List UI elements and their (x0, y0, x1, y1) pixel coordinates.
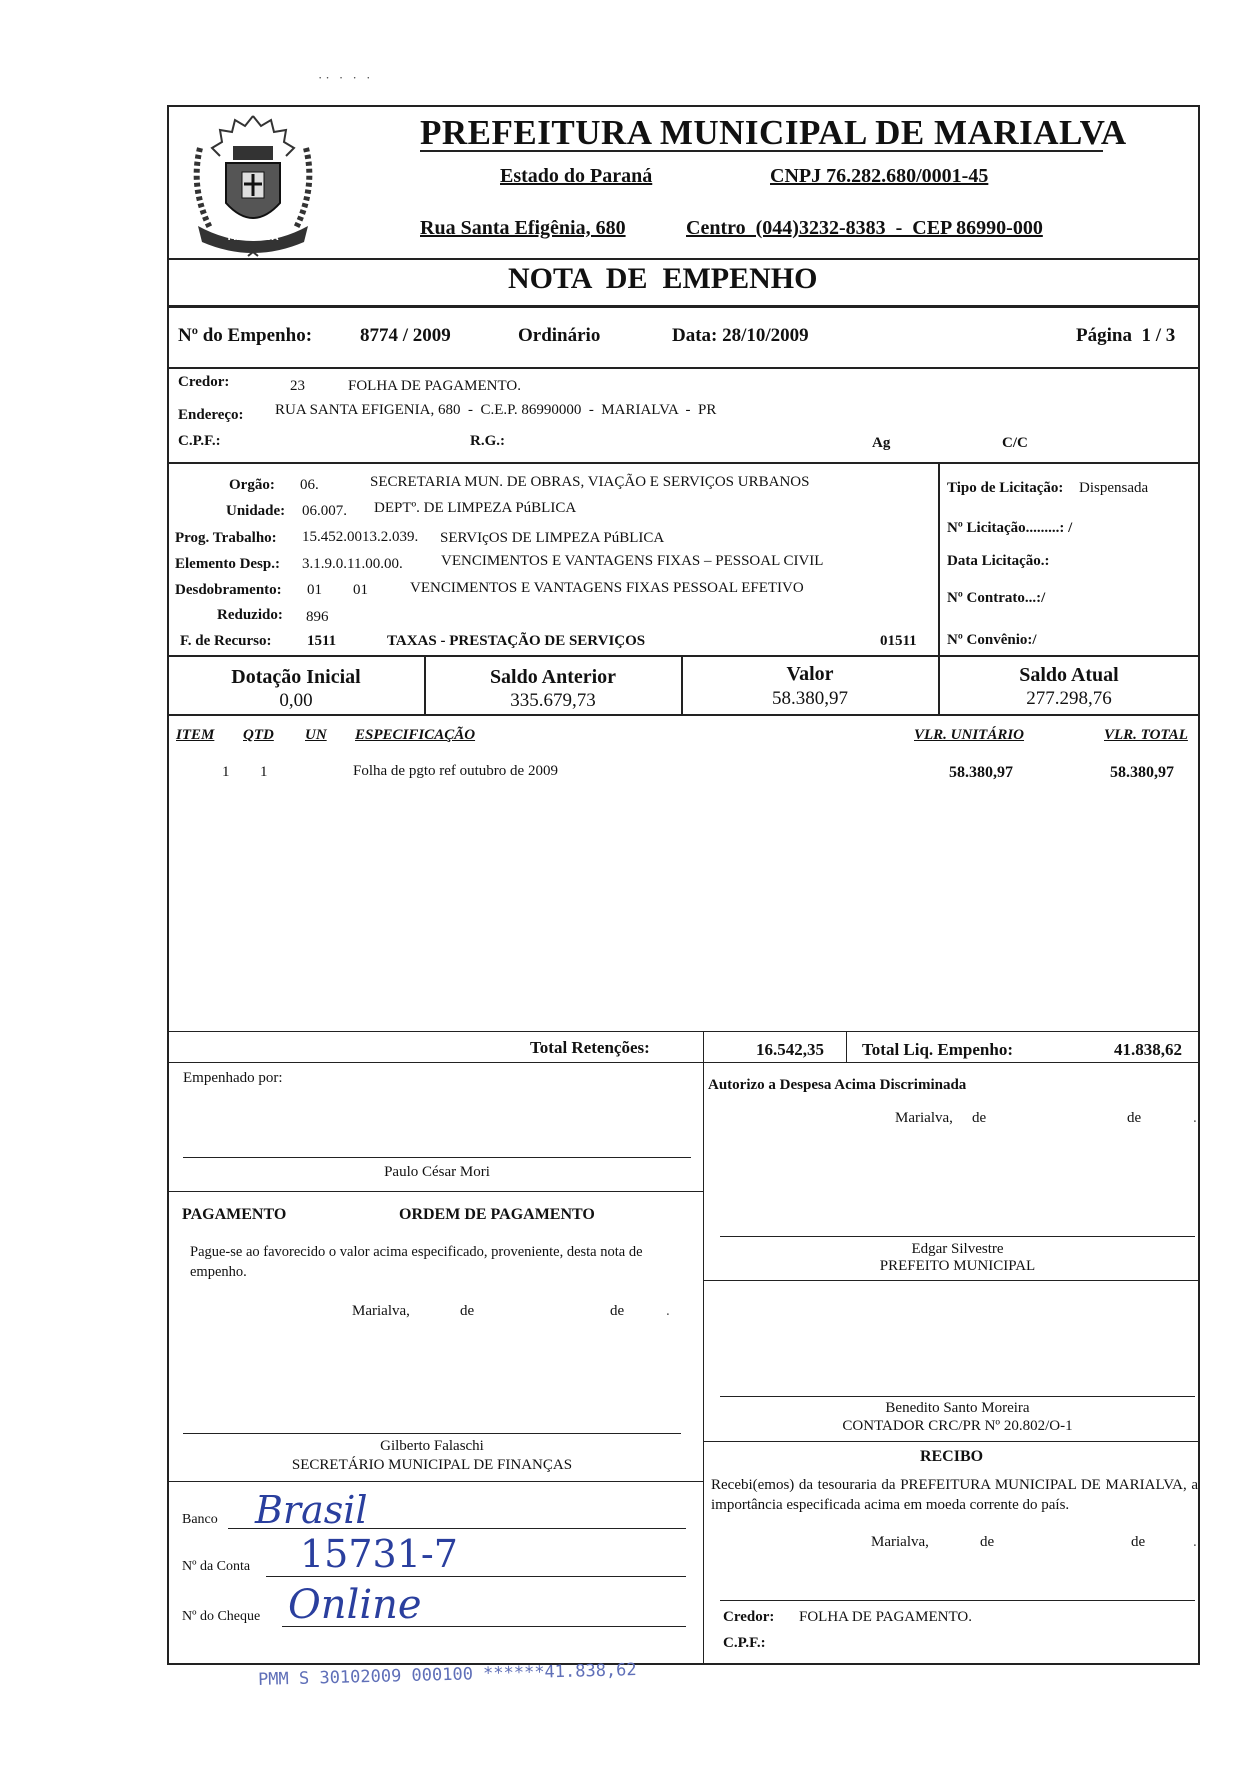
page-number: Página 1 / 3 (1076, 325, 1176, 346)
pagamento-label: PAGAMENTO (182, 1206, 287, 1223)
orgao-label: Orgão: (229, 477, 275, 493)
document-title: NOTA DE EMPENHO (508, 262, 818, 295)
rg-label: R.G.: (470, 433, 505, 449)
autorizo-de-1: de (972, 1110, 987, 1126)
autorizo-de-2: de (1127, 1110, 1142, 1126)
row-qtd: 1 (260, 764, 268, 780)
credor-label: Credor: (178, 374, 230, 390)
recibo-title: RECIBO (919, 1448, 984, 1465)
empenho-number: 8774 / 2009 (360, 325, 451, 346)
credor-code: 23 (290, 378, 305, 394)
secretario-title: SECRETÁRIO MUNICIPAL DE FINANÇAS (291, 1457, 573, 1473)
numero-contrato: Nº Contrato...:/ (947, 590, 1046, 606)
tipo-licitacao-label: Tipo de Licitação: (947, 480, 1064, 496)
cnpj-label: CNPJ 76.282.680/0001-45 (770, 165, 989, 187)
unidade-label: Unidade: (226, 503, 286, 519)
prog-code: 15.452.0013.2.039. (302, 529, 419, 545)
address-label: Centro (044)3232-8383 - CEP 86990-000 (686, 217, 1043, 239)
desdobramento-code1: 01 (307, 582, 322, 598)
elemento-label: Elemento Desp.: (175, 556, 280, 572)
unidade-name: DEPTº. DE LIMPEZA PúBLICA (374, 500, 577, 516)
row-item: 1 (222, 764, 230, 780)
recibo-text: Recebi(emos) da tesouraria da PREFEITURA MUNICIPAL DE MARIALVA, a importância especificada acima em moeda corrente do país. (711, 1477, 1198, 1513)
contador-title: CONTADOR CRC/PR Nº 20.802/O-1 (842, 1418, 1073, 1434)
ordem-de-2: de (610, 1303, 625, 1319)
orgao-name: SECRETARIA MUN. DE OBRAS, VIAÇÃO E SERVIÇOS URBANOS (370, 474, 810, 490)
saldo-atual-value: 277.298,76 (1026, 688, 1112, 709)
bank-authentication-stamp: PMM S 30102009 000100 ******41.838,62 (257, 1660, 637, 1690)
data-licitacao: Data Licitação.: (947, 553, 1050, 569)
numero-convenio: Nº Convênio:/ (947, 632, 1037, 648)
cc-label: C/C (1002, 435, 1028, 451)
saldo-anterior-label: Saldo Anterior (489, 666, 617, 688)
cpf-label: C.P.F.: (178, 433, 221, 449)
recurso-code: 1511 (307, 633, 337, 649)
ordem-marialva: Marialva, (352, 1303, 410, 1319)
dotacao-label: Dotação Inicial (231, 666, 361, 688)
scan-marks: ·· · · · (318, 70, 374, 85)
desdobramento-code2: 01 (353, 582, 368, 598)
recibo-de-2: de (1131, 1534, 1146, 1550)
recurso-name: TAXAS - PRESTAÇÃO DE SERVIÇOS (387, 633, 646, 649)
empenhado-label: Empenhado por: (183, 1070, 283, 1086)
recurso-label: F. de Recurso: (180, 633, 272, 649)
empenho-date: Data: 28/10/2009 (672, 325, 809, 346)
prefeito-title: PREFEITO MUNICIPAL (879, 1258, 1036, 1274)
orgao-code: 06. (300, 477, 319, 493)
recibo-credor-label: Credor: (723, 1609, 775, 1625)
ordem-pagamento-label: ORDEM DE PAGAMENTO (399, 1206, 595, 1223)
liquido-label: Total Liq. Empenho: (862, 1040, 1013, 1059)
col-especificacao: ESPECIFICAÇÃO (355, 727, 476, 743)
coat-of-arms-logo (178, 108, 328, 258)
elemento-name: VENCIMENTOS E VANTAGENS FIXAS – PESSOAL CIVIL (441, 553, 824, 569)
row-vlr-unitario: 58.380,97 (949, 764, 1013, 781)
col-vlr-total: VLR. TOTAL (1104, 727, 1188, 743)
ordem-de-1: de (460, 1303, 475, 1319)
prog-label: Prog. Trabalho: (175, 530, 277, 546)
retencoes-value: 16.542,35 (756, 1040, 824, 1059)
street-label: Rua Santa Efigênia, 680 (420, 217, 626, 239)
desdobramento-label: Desdobramento: (175, 582, 282, 598)
prog-name: SERVIçOS DE LIMPEZA PúBLICA (440, 530, 665, 546)
elemento-code: 3.1.9.0.11.00.00. (302, 556, 403, 572)
col-item: ITEM (176, 727, 215, 743)
pague-text: Pague-se ao favorecido o valor acima especificado, proveniente, desta nota de empenho. (190, 1244, 643, 1280)
reduzido-label: Reduzido: (217, 607, 283, 623)
saldo-atual-label: Saldo Atual (1019, 664, 1119, 686)
recibo-marialva: Marialva, (871, 1534, 929, 1550)
tipo-licitacao-value: Dispensada (1079, 480, 1149, 496)
numero-licitacao: Nº Licitação.........: / (947, 520, 1073, 536)
cheque-handwritten: Online (288, 1582, 422, 1628)
contador-name: Benedito Santo Moreira (885, 1400, 1030, 1416)
valor-label: Valor (786, 663, 834, 685)
empenho-label: Nº do Empenho: (178, 325, 313, 346)
row-especificacao: Folha de pgto ref outubro de 2009 (353, 763, 558, 779)
conta-handwritten: 15731-7 (300, 1532, 458, 1576)
cheque-label: Nº do Cheque (182, 1609, 261, 1624)
ag-label: Ag (872, 435, 891, 451)
col-un: UN (305, 727, 327, 743)
prefeitura-title: PREFEITURA MUNICIPAL DE MARIALVA (420, 113, 1127, 152)
unidade-code: 06.007. (302, 503, 347, 519)
valor-value: 58.380,97 (772, 688, 848, 709)
row-vlr-total: 58.380,97 (1110, 764, 1174, 781)
autorizo-marialva: Marialva, (895, 1110, 953, 1126)
recibo-de-1: de (980, 1534, 995, 1550)
recibo-credor-value: FOLHA DE PAGAMENTO. (799, 1609, 972, 1625)
credor-name: FOLHA DE PAGAMENTO. (348, 378, 521, 394)
recibo-cpf-label: C.P.F.: (723, 1635, 766, 1651)
empenho-type: Ordinário (518, 325, 601, 346)
banco-handwritten: Brasil (255, 1488, 368, 1532)
retencoes-label: Total Retenções: (530, 1038, 650, 1057)
col-vlr-unitario: VLR. UNITÁRIO (914, 727, 1025, 743)
state-label: Estado do Paraná (500, 165, 653, 187)
dotacao-value: 0,00 (279, 690, 313, 711)
recurso-code2: 01511 (880, 633, 917, 649)
endereco-label: Endereço: (178, 407, 244, 423)
svg-text:MARIALVA: MARIALVA (227, 233, 279, 243)
secretario-name: Gilberto Falaschi (380, 1438, 484, 1454)
prefeito-name: Edgar Silvestre (911, 1241, 1004, 1257)
empenhado-name: Paulo César Mori (384, 1164, 490, 1180)
conta-label: Nº da Conta (182, 1559, 251, 1574)
endereco-value: RUA SANTA EFIGENIA, 680 - C.E.P. 86990000 - MARIALVA - PR (275, 402, 717, 418)
liquido-value: 41.838,62 (1114, 1040, 1182, 1059)
col-qtd: QTD (243, 727, 274, 743)
saldo-anterior-value: 335.679,73 (510, 690, 596, 711)
reduzido-value: 896 (306, 609, 329, 625)
autorizo-label: Autorizo a Despesa Acima Discriminada (708, 1077, 967, 1093)
desdobramento-name: VENCIMENTOS E VANTAGENS FIXAS PESSOAL EFETIVO (410, 580, 804, 596)
banco-label: Banco (182, 1512, 218, 1527)
